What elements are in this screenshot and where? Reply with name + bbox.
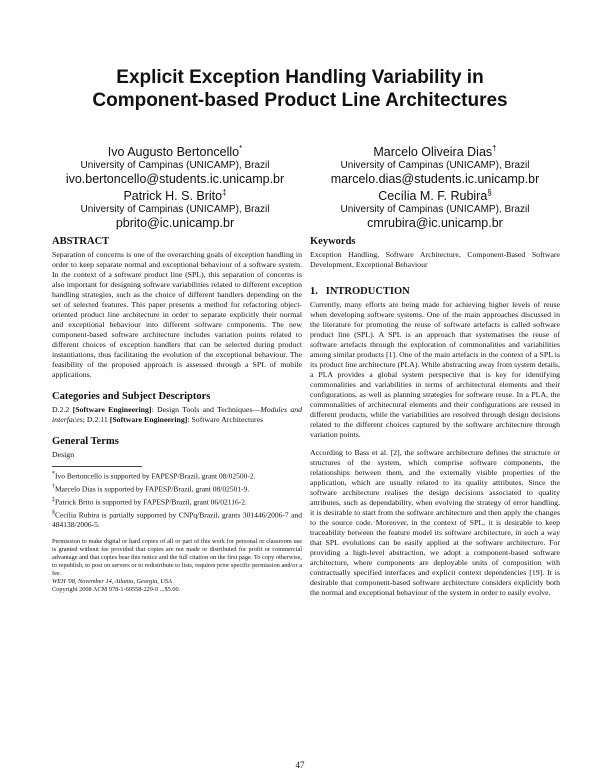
footnote (52, 496, 302, 507)
category-code-1: D.2.2 (52, 405, 73, 414)
page-number: 47 (295, 760, 305, 770)
author-footnote-mark: † (492, 144, 497, 153)
footnote-mark: ‡ (52, 497, 55, 503)
author-block-3 (40, 185, 310, 231)
footnote-text: Patrick Brito is supported by FAPESP/Brazil, grant 06/02116-2. (55, 497, 247, 507)
general-terms-section (52, 436, 302, 460)
categories-text (52, 405, 302, 425)
author-footnote-mark: ‡ (222, 188, 227, 197)
venue-text: WEH '08, November 14, Atlanta, Georgia, USA (52, 577, 172, 585)
permission-text: Permission to make digital or hard copies of all or part of this work for personal or classroom use is granted without fee provided that copies are not made or distributed for profit or commercial advantage and that copies bear this notice and the full citation on the first page. To copy otherwise, to republish, to post on servers or to redistribute to lists, requires prior specific permission and/or a fee. (52, 537, 302, 577)
keywords-section (310, 236, 560, 270)
abstract-text: Separation of concerns is one of the overarching goals of exception handling in order to keep separate normal and exceptional behaviour of a software system. In the context of a software product line (SPL), this separation of concerns is also important for designing software variabilities related to different exception handling strategies, such as the choice of different handlers depending on the set of selected features. This paper presents a method for refactoring object-oriented product line architecture in order to separate explicitly their normal and exceptional behaviour into different software components. The new component-based software architecture includes variation points related to different choices of exception handlers that can be selected during product instantiations, thus facilitating the evolution of the exceptional behaviour. The feasibility of the proposed approach is assessed through a SPL of mobile applications. (52, 250, 302, 379)
footnote-divider (52, 466, 142, 467)
category-name-1: [Software Engineering] (72, 405, 152, 414)
author-footnote-mark: * (239, 144, 243, 153)
categories-heading: Categories and Subject Descriptors (52, 391, 211, 402)
author-affiliation: University of Campinas (UNICAMP), Brazil (340, 160, 530, 172)
general-terms-text: Design (52, 450, 75, 459)
abstract-heading: ABSTRACT (52, 236, 110, 247)
author-affiliation: University of Campinas (UNICAMP), Brazil (340, 204, 530, 216)
paper-title (0, 66, 600, 112)
author-email: ivo.bertoncello@students.ic.unicamp.br (65, 172, 285, 187)
author-block-1 (40, 141, 310, 187)
category-subject-1: Modules and interfaces (52, 405, 303, 424)
footnote-mark: * (52, 471, 55, 477)
introduction-paragraph-2: According to Bass et al. [2], the software architecture defines the structure or structures of the system, which comprise software components, the relationships between them, and the externally visible properties of the application, which are usually related to its quality attributes. Since the software architecture realises the design decisions associated to quality attributes, such as dependability, when evolving the strategy of error handling, it is desirable to start from the software architecture and then apply the changes to the source code. Moreover, in the context of SPL, it is desirable to keep traceability between the feature model its software architecture, in such a way that SPL evolutions can be easily applied at the software architecture. For providing a high-level abstraction, we adopt a component-based software architecture, where components are deployable units of composition with contractually specified interfaces and explicit context dependencies [19]. It is desirable that component-based software architecture considers explicitly both the normal and exceptional behaviour of the system in order to easily evolve. (310, 448, 560, 597)
keywords-text: Exception Handling, Software Architecture, Component-Based Software Development, Exceptional Behaviour (310, 250, 560, 269)
category-code-2: ; D.2.11 (82, 415, 110, 424)
author-email: cmrubira@ic.unicamp.br (367, 216, 503, 231)
footnote-text: Ivo Bertoncello is supported by FAPESP/Brazil, grant 08/02500-2. (55, 471, 256, 481)
author-footnote-mark: § (487, 188, 492, 197)
footnote-mark: † (52, 484, 55, 490)
copyright-text: Copyright 2008 ACM 978-1-60558-229-0 ...$5.00. (52, 585, 181, 593)
category-desc-1: : Design Tools and Techniques— (151, 405, 261, 414)
introduction-paragraph-1: Currently, many efforts are being made for achieving higher levels of reuse when developing software systems. One of the main approaches discussed in the literature for promoting the reuse of software artefacts is called software product line (SPL). A SPL is an approach that systematises the reuse of software artefacts through the exploration of commonalities and variabilities among similar products [1]. One of the main artefacts in the context of a SPL is its product line architecture (PLA). While abstracting away from system details, a PLA provides a global system perspective that is key for identifying commonalities and variabilities in terms of architectural elements and their configurations, as well as planning strategies for software reuse. In a PLA, the commonalities of architectural elements and their configurations are reused in different products, while the variabilities are resolved through design decisions related to the different choices captured by the software architecture through variation points. (310, 300, 560, 439)
footnote (52, 470, 302, 481)
author-affiliation: University of Campinas (UNICAMP), Brazil (80, 160, 270, 172)
categories-section (52, 391, 302, 425)
footnote (52, 483, 302, 494)
title-line-1: Explicit Exception Handling Variability in (116, 67, 484, 88)
author-affiliation: University of Campinas (UNICAMP), Brazil (80, 204, 270, 216)
title-line-2: Component-based Product Line Architectures (92, 90, 508, 111)
category-name-2: [Software Engineering] (109, 415, 188, 424)
introduction-section (310, 286, 560, 598)
author-block-2 (300, 141, 570, 187)
keywords-heading: Keywords (310, 236, 356, 247)
author-email: pbrito@ic.unicamp.br (115, 216, 235, 231)
right-column (310, 236, 560, 609)
abstract-section (52, 236, 302, 380)
author-name: Marcelo Oliveira Dias (373, 145, 493, 160)
footnote-mark: § (52, 510, 55, 516)
category-desc-2: : Software Architectures (187, 415, 264, 424)
footnote-text: Marcelo Dias is supported by FAPESP/Brazil, grant 08/02501-9. (55, 484, 250, 494)
author-email: marcelo.dias@students.ic.unicamp.br (330, 172, 540, 187)
author-name: Patrick H. S. Brito (123, 189, 223, 204)
permission-notice (52, 538, 302, 594)
general-terms-heading: General Terms (52, 436, 119, 447)
footnote (52, 509, 302, 530)
introduction-heading: 1. INTRODUCTION (310, 286, 410, 297)
author-name: Cecília M. F. Rubira (378, 189, 488, 204)
author-block-4 (300, 185, 570, 231)
footnote-text: Cecília Rubira is partially supported by CNPq/Brazil, grants 301446/2006-7 and 484138/2006-5. (52, 510, 302, 529)
author-name: Ivo Augusto Bertoncello (107, 145, 240, 160)
left-column (52, 236, 302, 594)
